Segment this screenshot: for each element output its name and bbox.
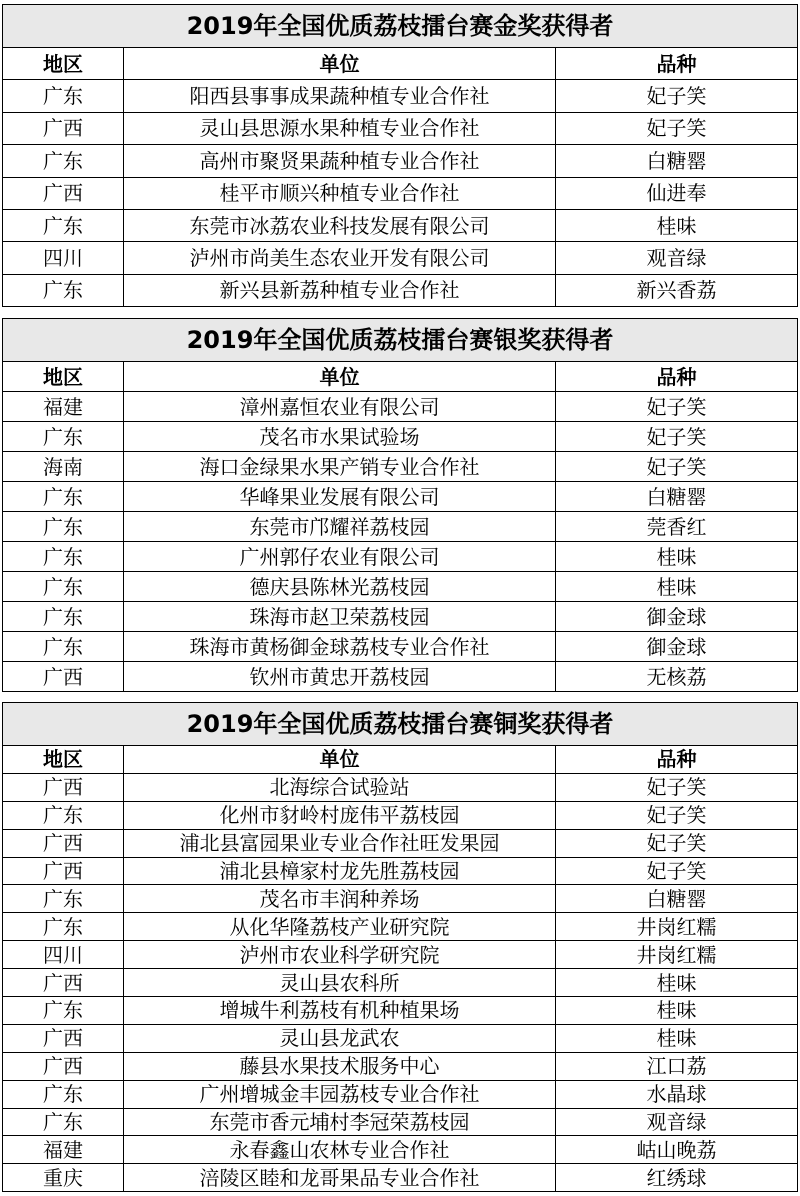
- variety-cell: 无核荔: [556, 662, 798, 692]
- variety-cell: 桂味: [556, 209, 798, 241]
- unit-column-header: 单位: [124, 362, 556, 392]
- region-cell: 福建: [3, 392, 124, 422]
- region-cell: 广东: [3, 632, 124, 662]
- region-cell: 广东: [3, 482, 124, 512]
- variety-cell: 白糖罂: [556, 885, 798, 913]
- unit-cell: 华峰果业发展有限公司: [124, 482, 556, 512]
- region-cell: 广东: [3, 1080, 124, 1108]
- unit-cell: 德庆县陈林光荔枝园: [124, 572, 556, 602]
- region-cell: 广西: [3, 1024, 124, 1052]
- unit-cell: 桂平市顺兴种植专业合作社: [124, 177, 556, 209]
- region-cell: 广东: [3, 80, 124, 112]
- table-row: [3, 572, 798, 602]
- unit-cell: 灵山县思源水果种植专业合作社: [124, 112, 556, 144]
- table-row: [3, 602, 798, 632]
- variety-cell: 桂味: [556, 572, 798, 602]
- variety-cell: 桂味: [556, 969, 798, 997]
- region-cell: 福建: [3, 1136, 124, 1164]
- table-row: [3, 112, 798, 144]
- variety-cell: 妃子笑: [556, 80, 798, 112]
- unit-cell: 永春鑫山农林专业合作社: [124, 1136, 556, 1164]
- unit-cell: 北海综合试验站: [124, 773, 556, 801]
- table-row: [3, 829, 798, 857]
- table-row: [3, 662, 798, 692]
- variety-column-header: 品种: [556, 362, 798, 392]
- region-cell: 广东: [3, 512, 124, 542]
- region-cell: 广东: [3, 572, 124, 602]
- region-cell: 广东: [3, 997, 124, 1025]
- variety-cell: 桂味: [556, 997, 798, 1025]
- unit-cell: 藤县水果技术服务中心: [124, 1052, 556, 1080]
- region-cell: 广西: [3, 112, 124, 144]
- silver-award-table-block: [2, 318, 797, 692]
- unit-cell: 广州增城金丰园荔枝专业合作社: [124, 1080, 556, 1108]
- region-column-header: 地区: [3, 362, 124, 392]
- table-row: [3, 1164, 798, 1192]
- unit-cell: 化州市豺岭村庞伟平荔枝园: [124, 801, 556, 829]
- table-row: [3, 801, 798, 829]
- unit-cell: 东莞市邝耀祥荔枝园: [124, 512, 556, 542]
- table-header-row: [3, 362, 798, 392]
- variety-cell: 御金球: [556, 602, 798, 632]
- unit-cell: 阳西县事事成果蔬种植专业合作社: [124, 80, 556, 112]
- variety-cell: 妃子笑: [556, 422, 798, 452]
- table-row: [3, 1136, 798, 1164]
- table-title-row: [3, 703, 798, 746]
- unit-cell: 钦州市黄忠开荔枝园: [124, 662, 556, 692]
- variety-cell: 红绣球: [556, 1164, 798, 1192]
- variety-cell: 新兴香荔: [556, 274, 798, 306]
- bronze-award-table-block: [2, 702, 797, 1192]
- region-column-header: 地区: [3, 48, 124, 80]
- unit-cell: 广州郭仔农业有限公司: [124, 542, 556, 572]
- bronze-award-table: [2, 702, 798, 1192]
- table-row: [3, 632, 798, 662]
- unit-cell: 东莞市香元埔村李冠荣荔枝园: [124, 1108, 556, 1136]
- variety-cell: 岵山晚荔: [556, 1136, 798, 1164]
- gold-award-table: [2, 4, 798, 307]
- unit-cell: 漳州嘉恒农业有限公司: [124, 392, 556, 422]
- region-column-header: 地区: [3, 746, 124, 774]
- table-row: [3, 1024, 798, 1052]
- unit-cell: 从化华隆荔枝产业研究院: [124, 913, 556, 941]
- variety-cell: 莞香红: [556, 512, 798, 542]
- table-row: [3, 177, 798, 209]
- unit-cell: 泸州市农业科学研究院: [124, 941, 556, 969]
- region-cell: 广西: [3, 662, 124, 692]
- table-title-row: [3, 5, 798, 48]
- variety-cell: 观音绿: [556, 242, 798, 274]
- region-cell: 广西: [3, 773, 124, 801]
- unit-cell: 泸州市尚美生态农业开发有限公司: [124, 242, 556, 274]
- variety-cell: 江口荔: [556, 1052, 798, 1080]
- variety-cell: 妃子笑: [556, 392, 798, 422]
- unit-cell: 东莞市冰荔农业科技发展有限公司: [124, 209, 556, 241]
- variety-column-header: 品种: [556, 48, 798, 80]
- table-row: [3, 392, 798, 422]
- variety-cell: 井岗红糯: [556, 913, 798, 941]
- region-cell: 重庆: [3, 1164, 124, 1192]
- variety-cell: 桂味: [556, 1024, 798, 1052]
- unit-cell: 茂名市丰润种养场: [124, 885, 556, 913]
- table-row: [3, 242, 798, 274]
- variety-cell: 井岗红糯: [556, 941, 798, 969]
- region-cell: 广东: [3, 209, 124, 241]
- unit-cell: 高州市聚贤果蔬种植专业合作社: [124, 145, 556, 177]
- region-cell: 广东: [3, 542, 124, 572]
- variety-cell: 观音绿: [556, 1108, 798, 1136]
- table-row: [3, 452, 798, 482]
- silver-award-table: [2, 318, 798, 692]
- table-title: 2019年全国优质荔枝擂台赛银奖获得者: [3, 319, 798, 362]
- variety-cell: 妃子笑: [556, 857, 798, 885]
- unit-cell: 灵山县农科所: [124, 969, 556, 997]
- region-cell: 广东: [3, 1108, 124, 1136]
- table-row: [3, 512, 798, 542]
- variety-cell: 妃子笑: [556, 452, 798, 482]
- region-cell: 广东: [3, 801, 124, 829]
- table-row: [3, 422, 798, 452]
- unit-cell: 珠海市赵卫荣荔枝园: [124, 602, 556, 632]
- unit-cell: 浦北县樟家村龙先胜荔枝园: [124, 857, 556, 885]
- table-row: [3, 542, 798, 572]
- variety-cell: 仙进奉: [556, 177, 798, 209]
- region-cell: 广东: [3, 145, 124, 177]
- variety-cell: 妃子笑: [556, 773, 798, 801]
- region-cell: 广东: [3, 913, 124, 941]
- unit-column-header: 单位: [124, 746, 556, 774]
- table-row: [3, 1108, 798, 1136]
- unit-column-header: 单位: [124, 48, 556, 80]
- table-row: [3, 969, 798, 997]
- unit-cell: 茂名市水果试验场: [124, 422, 556, 452]
- region-cell: 广西: [3, 857, 124, 885]
- variety-column-header: 品种: [556, 746, 798, 774]
- table-row: [3, 941, 798, 969]
- variety-cell: 妃子笑: [556, 829, 798, 857]
- variety-cell: 妃子笑: [556, 801, 798, 829]
- unit-cell: 浦北县富园果业专业合作社旺发果园: [124, 829, 556, 857]
- unit-cell: 珠海市黄杨御金球荔枝专业合作社: [124, 632, 556, 662]
- region-cell: 广东: [3, 274, 124, 306]
- region-cell: 广西: [3, 969, 124, 997]
- region-cell: 广东: [3, 885, 124, 913]
- region-cell: 四川: [3, 242, 124, 274]
- table-row: [3, 274, 798, 306]
- unit-cell: 海口金绿果水果产销专业合作社: [124, 452, 556, 482]
- table-row: [3, 857, 798, 885]
- table-row: [3, 885, 798, 913]
- table-row: [3, 482, 798, 512]
- table-header-row: [3, 746, 798, 774]
- region-cell: 广西: [3, 829, 124, 857]
- variety-cell: 白糖罂: [556, 482, 798, 512]
- table-row: [3, 145, 798, 177]
- variety-cell: 御金球: [556, 632, 798, 662]
- region-cell: 广东: [3, 422, 124, 452]
- variety-cell: 妃子笑: [556, 112, 798, 144]
- table-row: [3, 209, 798, 241]
- gold-award-table-block: [2, 4, 797, 307]
- table-row: [3, 1080, 798, 1108]
- table-title-row: [3, 319, 798, 362]
- table-title: 2019年全国优质荔枝擂台赛金奖获得者: [3, 5, 798, 48]
- table-row: [3, 997, 798, 1025]
- table-row: [3, 773, 798, 801]
- unit-cell: 新兴县新荔种植专业合作社: [124, 274, 556, 306]
- region-cell: 海南: [3, 452, 124, 482]
- table-header-row: [3, 48, 798, 80]
- variety-cell: 水晶球: [556, 1080, 798, 1108]
- variety-cell: 桂味: [556, 542, 798, 572]
- table-row: [3, 913, 798, 941]
- region-cell: 广西: [3, 177, 124, 209]
- table-title: 2019年全国优质荔枝擂台赛铜奖获得者: [3, 703, 798, 746]
- region-cell: 广西: [3, 1052, 124, 1080]
- unit-cell: 灵山县龙武农: [124, 1024, 556, 1052]
- table-row: [3, 1052, 798, 1080]
- variety-cell: 白糖罂: [556, 145, 798, 177]
- unit-cell: 涪陵区睦和龙哥果品专业合作社: [124, 1164, 556, 1192]
- region-cell: 广东: [3, 602, 124, 632]
- region-cell: 四川: [3, 941, 124, 969]
- table-row: [3, 80, 798, 112]
- unit-cell: 增城牛利荔枝有机种植果场: [124, 997, 556, 1025]
